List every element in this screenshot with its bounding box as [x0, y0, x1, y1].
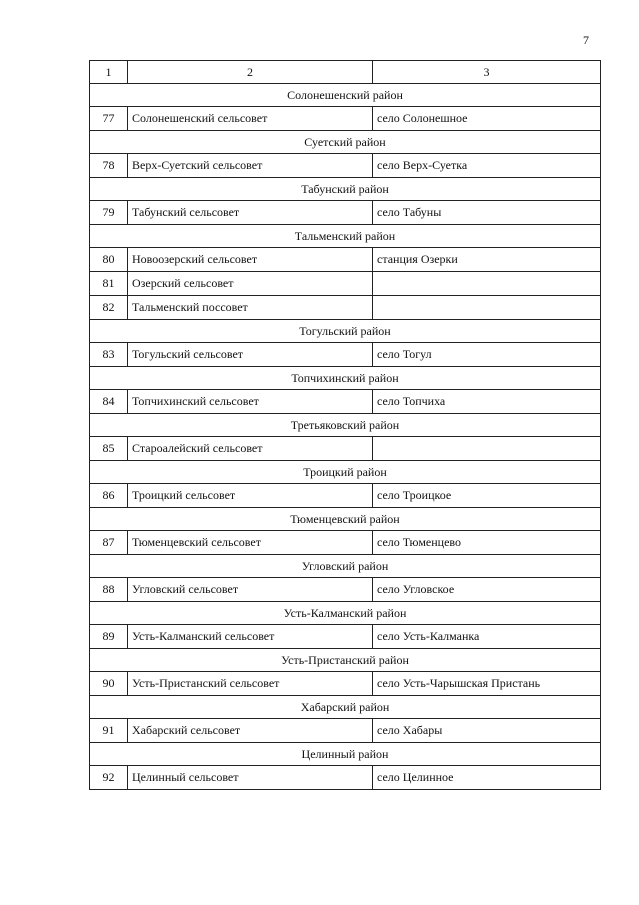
admin-center: [373, 296, 601, 320]
table-row: [90, 484, 601, 508]
table-row: [90, 154, 601, 178]
table-row: [90, 272, 601, 296]
admin-center: село Хабары: [373, 719, 601, 743]
district-name: Суетский район: [90, 131, 601, 154]
admin-center: село Тюменцево: [373, 531, 601, 555]
admin-center: село Угловское: [373, 578, 601, 602]
district-row: [90, 320, 601, 343]
row-number: 86: [90, 484, 128, 508]
row-number: 77: [90, 107, 128, 131]
district-row: [90, 131, 601, 154]
council-name: Тогульский сельсовет: [128, 343, 373, 367]
admin-center: станция Озерки: [373, 248, 601, 272]
district-name: Табунский район: [90, 178, 601, 201]
column-header-1: 1: [90, 61, 128, 84]
admin-center: [373, 437, 601, 461]
row-number: 92: [90, 766, 128, 790]
district-name: Угловский район: [90, 555, 601, 578]
table-row: [90, 296, 601, 320]
district-name: Хабарский район: [90, 696, 601, 719]
district-name: Третьяковский район: [90, 414, 601, 437]
council-name: Табунский сельсовет: [128, 201, 373, 225]
admin-center: село Усть-Калманка: [373, 625, 601, 649]
row-number: 82: [90, 296, 128, 320]
district-row: [90, 84, 601, 107]
district-name: Солонешенский район: [90, 84, 601, 107]
table-row: [90, 437, 601, 461]
district-name: Топчихинский район: [90, 367, 601, 390]
district-name: Усть-Пристанский район: [90, 649, 601, 672]
page-number: 7: [583, 33, 589, 47]
council-name: Троицкий сельсовет: [128, 484, 373, 508]
council-name: Тюменцевский сельсовет: [128, 531, 373, 555]
row-number: 89: [90, 625, 128, 649]
council-name: Озерский сельсовет: [128, 272, 373, 296]
table-row: [90, 201, 601, 225]
district-name: Тальменский район: [90, 225, 601, 248]
municipalities-table: [89, 60, 601, 790]
district-name: Усть-Калманский район: [90, 602, 601, 625]
admin-center: село Тогул: [373, 343, 601, 367]
row-number: 81: [90, 272, 128, 296]
admin-center: село Усть-Чарышская Пристань: [373, 672, 601, 696]
admin-center: село Верх-Суетка: [373, 154, 601, 178]
table-row: [90, 578, 601, 602]
table-row: [90, 531, 601, 555]
district-row: [90, 602, 601, 625]
column-header-2: 2: [128, 61, 373, 84]
council-name: Усть-Калманский сельсовет: [128, 625, 373, 649]
district-row: [90, 743, 601, 766]
table-row: [90, 766, 601, 790]
council-name: Угловский сельсовет: [128, 578, 373, 602]
row-number: 87: [90, 531, 128, 555]
district-row: [90, 649, 601, 672]
admin-center: село Солонешное: [373, 107, 601, 131]
council-name: Топчихинский сельсовет: [128, 390, 373, 414]
admin-center: село Троицкое: [373, 484, 601, 508]
district-row: [90, 414, 601, 437]
table-row: [90, 390, 601, 414]
row-number: 83: [90, 343, 128, 367]
row-number: 85: [90, 437, 128, 461]
admin-center: [373, 272, 601, 296]
column-header-3: 3: [373, 61, 601, 84]
row-number: 80: [90, 248, 128, 272]
district-name: Тюменцевский район: [90, 508, 601, 531]
district-row: [90, 508, 601, 531]
table-row: [90, 719, 601, 743]
district-row: [90, 696, 601, 719]
council-name: Староалейский сельсовет: [128, 437, 373, 461]
column-header-row: [90, 61, 601, 84]
table-row: [90, 248, 601, 272]
council-name: Верх-Суетский сельсовет: [128, 154, 373, 178]
table-row: [90, 107, 601, 131]
district-name: Целинный район: [90, 743, 601, 766]
district-row: [90, 178, 601, 201]
district-row: [90, 367, 601, 390]
admin-center: село Табуны: [373, 201, 601, 225]
district-row: [90, 225, 601, 248]
row-number: 79: [90, 201, 128, 225]
council-name: Хабарский сельсовет: [128, 719, 373, 743]
council-name: Усть-Пристанский сельсовет: [128, 672, 373, 696]
admin-center: село Целинное: [373, 766, 601, 790]
district-name: Тогульский район: [90, 320, 601, 343]
row-number: 88: [90, 578, 128, 602]
council-name: Новоозерский сельсовет: [128, 248, 373, 272]
council-name: Солонешенский сельсовет: [128, 107, 373, 131]
table-body: [90, 61, 601, 790]
table-row: [90, 672, 601, 696]
council-name: Тальменский поссовет: [128, 296, 373, 320]
row-number: 90: [90, 672, 128, 696]
row-number: 91: [90, 719, 128, 743]
table-row: [90, 343, 601, 367]
table-row: [90, 625, 601, 649]
district-row: [90, 555, 601, 578]
district-row: [90, 461, 601, 484]
admin-center: село Топчиха: [373, 390, 601, 414]
district-name: Троицкий район: [90, 461, 601, 484]
council-name: Целинный сельсовет: [128, 766, 373, 790]
row-number: 78: [90, 154, 128, 178]
row-number: 84: [90, 390, 128, 414]
